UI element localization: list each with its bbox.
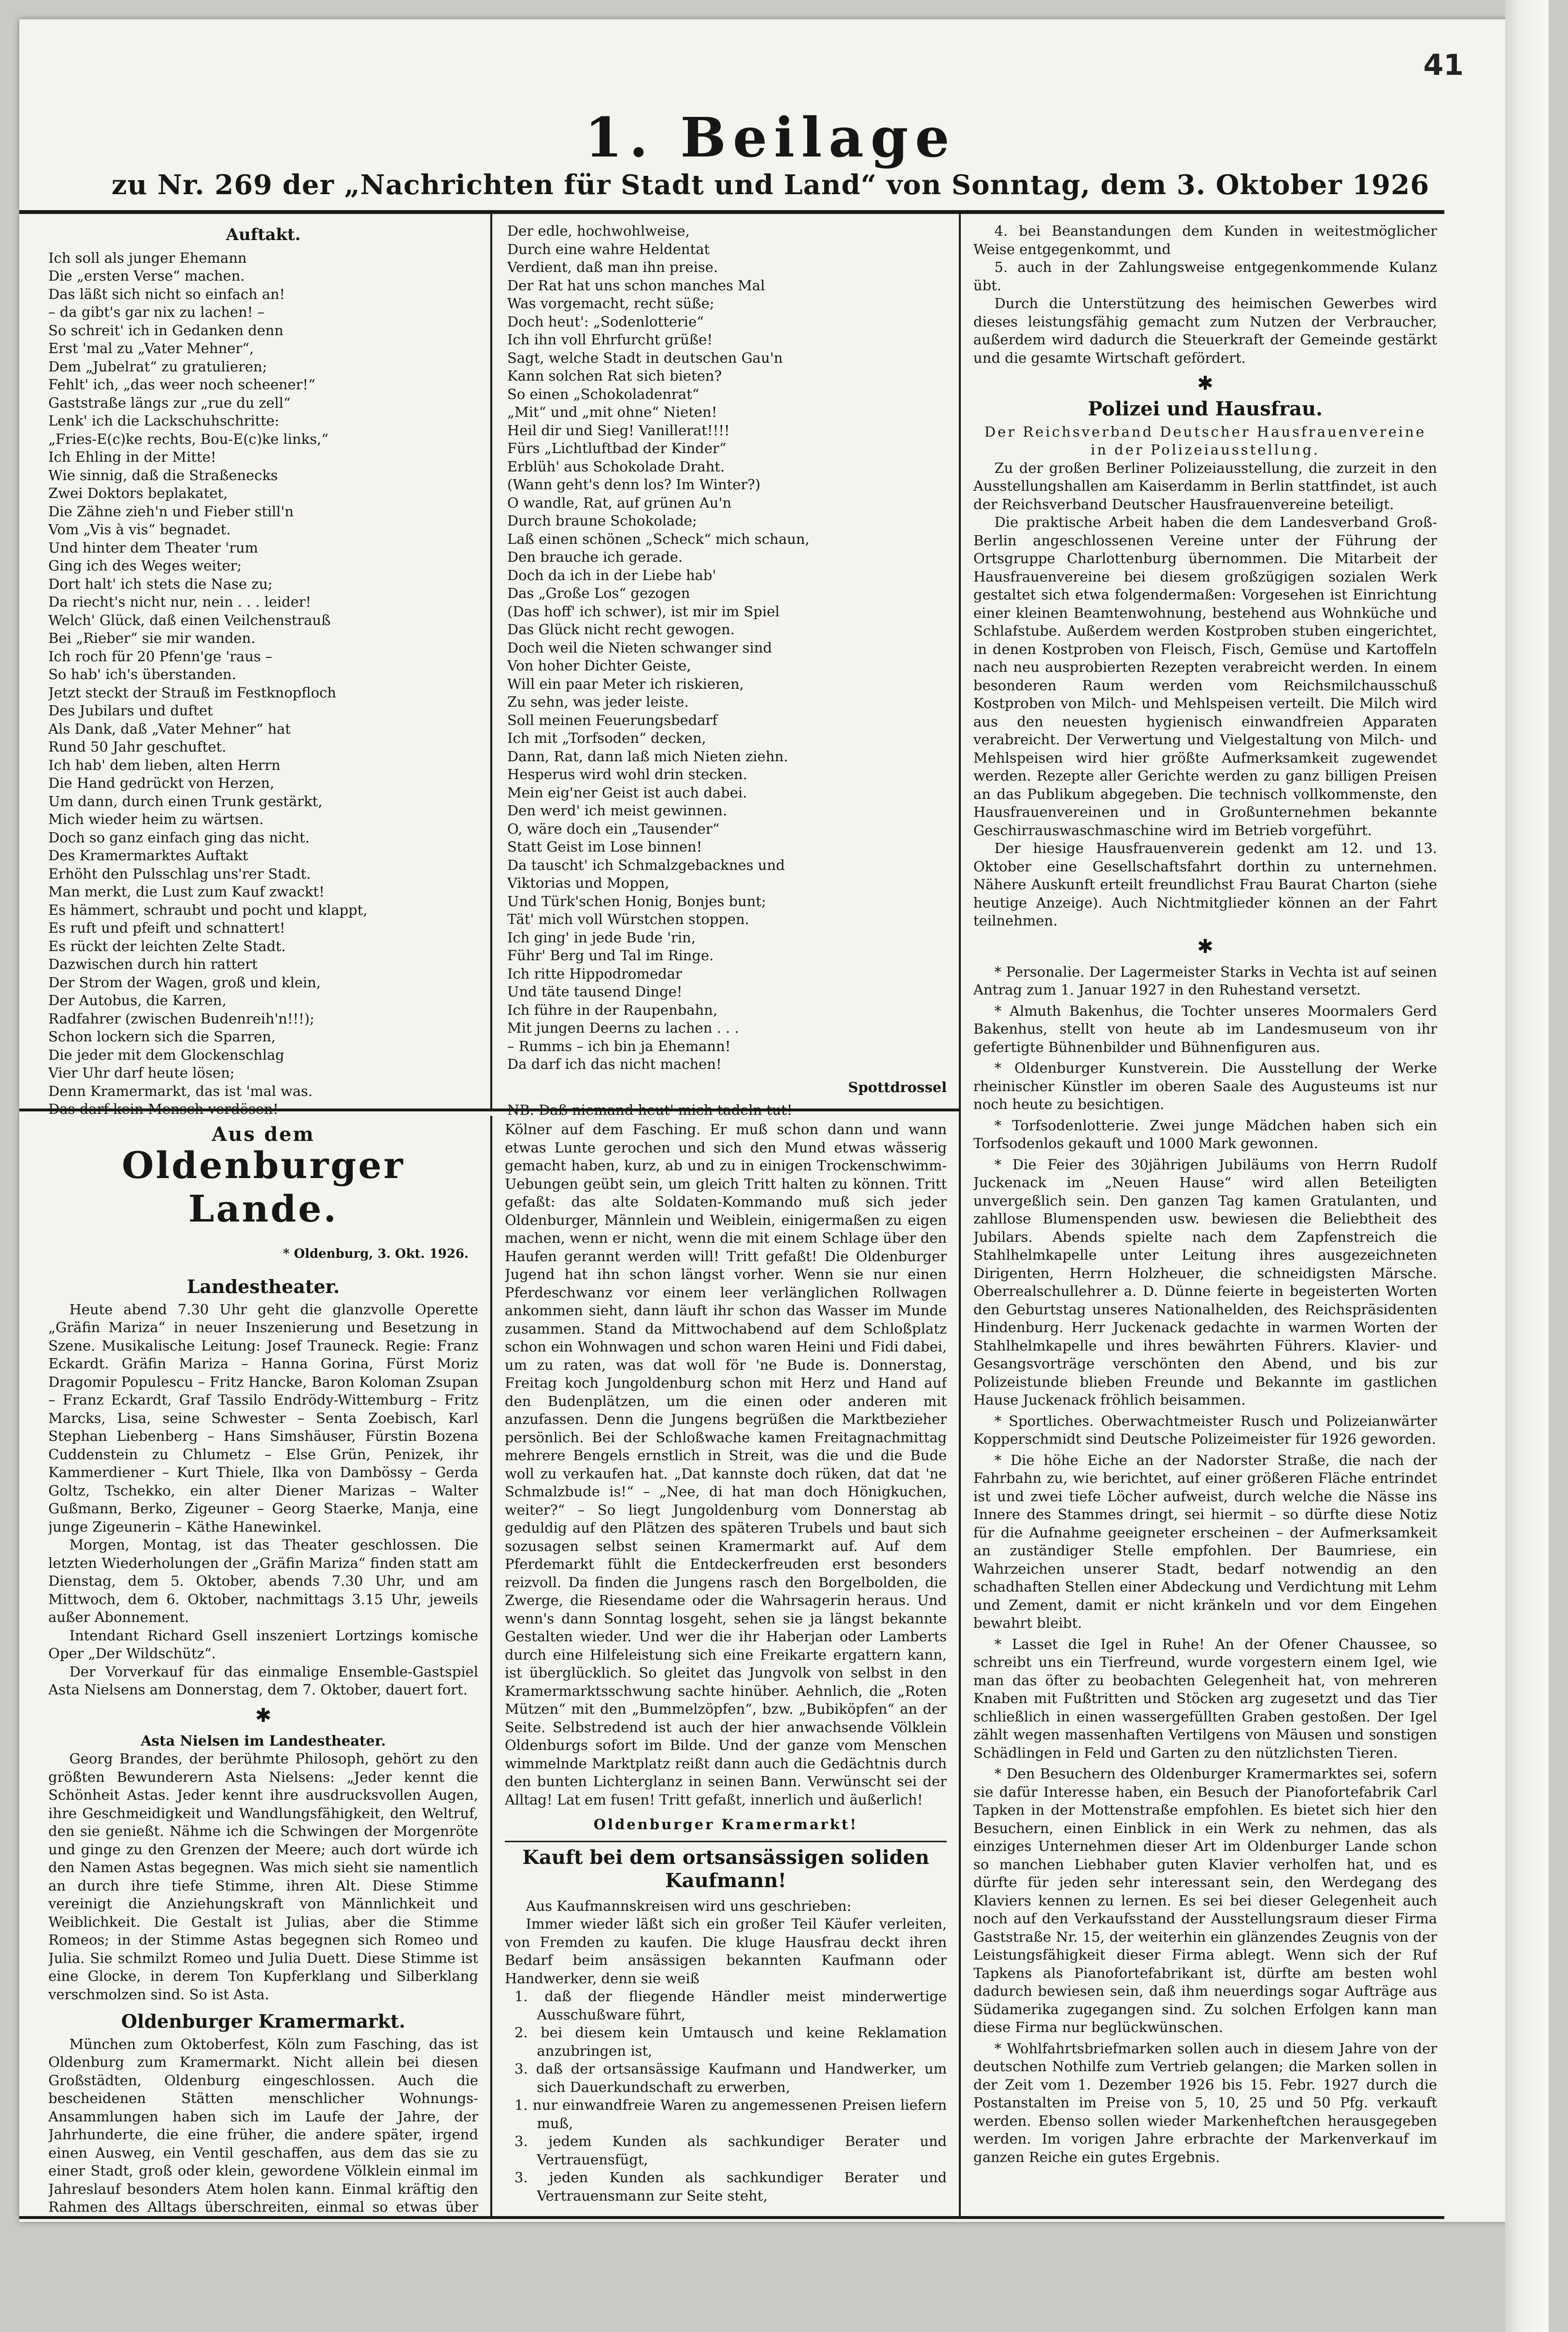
asta-heading: Asta Nielsen im Landestheater.: [141, 1732, 386, 1749]
bottom-rule: [19, 2216, 1444, 2219]
kramermarkt-kicker: Oldenburger Kramermarkt!: [593, 1816, 858, 1833]
poem-line: Rund 50 Jahr geschuftet.: [48, 739, 227, 755]
poem-line: O, wäre doch ein „Tausender“: [507, 820, 720, 837]
column-rule: [490, 1116, 492, 2217]
notice-paragraph: * Oldenburger Kunstverein. Die Ausstellung der Werke rheinischer Künstler im oberen Saale des Augusteums ist nur noch heute zu besichtigen.: [973, 1060, 1437, 1112]
polizei-paragraph: Der hiesige Hausfrauenverein gedenkt am 12. und 13. Oktober eine Gesellschaftsfahrt dorthin zu unternehmen. Nähere Auskunft erteilt freundlichst Frau Baurat Charton (siehe heutige Anzeige). Auch Nichtmitglieder können an der Fahrt teilnehmen.: [973, 840, 1437, 929]
kramermarkt-heading: Oldenburger Kramermarkt.: [121, 2010, 406, 2032]
poem-line: Das Glück nicht recht gewogen.: [507, 621, 735, 638]
poem-line: Der Strom der Wagen, groß und klein,: [48, 974, 321, 991]
poem-line: Ich ging' in jede Bude 'rin,: [507, 929, 696, 946]
poem-signature: Spottdrossel: [848, 1079, 947, 1095]
kauft-list-item: 2. bei diesem kein Umtausch und keine Reklamation anzubringen ist,: [514, 2024, 947, 2059]
poem-line: Ich Ehling in der Mitte!: [48, 449, 216, 465]
poem-right-column: [507, 222, 947, 1116]
poem-line: „Mit“ und „mit ohne“ Nieten!: [507, 404, 717, 420]
poem-line: Dann, Rat, dann laß mich Nieten ziehn.: [507, 748, 788, 765]
poem-line: Ich ritte Hippodromedar: [507, 965, 682, 982]
poem-line: Mich wieder heim zu wärtsen.: [48, 811, 264, 827]
poem-line: Man merkt, die Lust zum Kauf zwackt!: [48, 883, 325, 900]
page-number: 41: [1423, 48, 1464, 82]
poem-line: Die „ersten Verse“ machen.: [48, 268, 245, 284]
poem-line: Erhöht den Pulsschlag uns'rer Stadt.: [48, 865, 311, 882]
poem-line: Sagt, welche Stadt in deutschen Gau'n: [507, 349, 783, 366]
poem-line: Und hinter dem Theater 'rum: [48, 539, 258, 556]
poem-line: Es ruft und pfeift und schnattert!: [48, 920, 285, 936]
poem-left-column: [48, 222, 478, 1116]
poem-line: Zwei Doktors beplakatet,: [48, 485, 228, 501]
newspaper-page: [19, 19, 1522, 2222]
poem-line: Doch heut': „Sodenlotterie“: [507, 313, 704, 330]
poem-line: Der Rat hat uns schon manches Mal: [507, 277, 765, 294]
poem-line: Jetzt steckt der Strauß im Festknopfloch: [48, 684, 336, 701]
poem-line: [48, 1100, 478, 1116]
poem-line: Viktorias und Moppen,: [507, 875, 670, 891]
poem-line: Es rückt der leichten Zelte Stadt.: [48, 938, 286, 954]
notice-paragraph: * Lasset die Igel in Ruhe! An der Ofener Chaussee, so schreibt uns ein Tierfreund, wurde vorgestern einem Igel, wie man das öfter zu beobachten Gelegenheit hat, von mehreren Knaben mit Fußtritten und Stöcken arg zugesetzt und das Tier schließlich in einen wassergefüllten Graben gestoßen. Der Igel zählt wegen massenhaften Vertilgens von Mäusen und sonstigen Schädlingen in Feld und Garten zu den nützlichsten Tieren.: [973, 1635, 1437, 1761]
poem-line: Lenk' ich die Lackschuhschritte:: [48, 412, 280, 429]
theater-paragraph: Morgen, Montag, ist das Theater geschlossen. Die letzten Wiederholungen der „Gräfin Mariza“ finden statt am Dienstag, dem 5. Oktober, abends 7.30 Uhr, und am Mittwoch, dem 6. Oktober, nachmittags 3.15 Uhr, jeweils außer Abonnement.: [48, 1536, 478, 1625]
poem-line: Als Dank, daß „Vater Mehner“ hat: [48, 720, 291, 737]
poem-line: Zu sehn, was jeder leiste.: [507, 694, 689, 710]
polizei-subheading: Der Reichsverband Deutscher Hausfrauenvereine in der Polizeiausstellung.: [984, 423, 1426, 458]
kauft-list-item: 3. daß der ortsansässige Kaufmann und Handwerker, um sich Dauerkundschaft zu erwerben,: [514, 2061, 947, 2095]
right-column: [973, 222, 1437, 2217]
poem-line: Wie sinnig, daß die Straßenecks: [48, 467, 278, 483]
kauft-list-item: 1. daß der fliegende Händler meist minderwertige Ausschußware führt,: [514, 1988, 947, 2023]
poem-line: Da darf ich das nicht machen!: [507, 1056, 722, 1072]
poem-line: Will ein paar Meter ich riskieren,: [507, 675, 744, 692]
lokal-title: Oldenburger Lande.: [122, 1143, 405, 1230]
lokal-kicker: Aus dem: [212, 1123, 315, 1146]
theater-paragraph: Heute abend 7.30 Uhr geht die glanzvolle Operette „Gräfin Mariza“ in neuer Inszenierung und Besetzung in Szene. Musikalische Leitung: Josef Trauneck. Regie: Franz Eckardt. Gräfin Mariza – Hanna Gorina, Fürst Moriz Dragomir Populescu – Fritz Hancke, Baron Koloman Zsupan – Franz Eckardt, Graf Tassilo Endrödy-Wittemburg – Fritz Marcks, Lisa, seine Schwester – Senta Zoebisch, Karl Stephan Liebenberg – Hans Simshäuser, Fürstin Bozena Cuddenstein zu Chlumetz – Else Grün, Penizek, ihr Kammerdiener – Kurt Thiele, Ilka von Dambössy – Gerda Goltz, Tschekko, ein alter Diener Marizas – Walter Gußmann, Berko, Zigeuner – Georg Staerke, Manja, eine junge Zigeunerin – Käthe Hanewinkel.: [48, 1301, 478, 1535]
poem-line: Erblüh' aus Schokolade Draht.: [507, 458, 725, 475]
supplement-subtitle: zu Nr. 269 der „Nachrichten für Stadt und Land“ von Sonntag, dem 3. Oktober 1926: [111, 169, 1430, 201]
poem-line: Ich soll als junger Ehemann: [48, 249, 247, 266]
notice-paragraph: * Torfsodenlotterie. Zwei junge Mädchen haben sich ein Torfsodenlos gekauft und 1000 Mark gewonnen.: [973, 1117, 1437, 1152]
poem-line: So schreit' ich in Gedanken denn: [48, 322, 284, 339]
page-edge: [1505, 0, 1549, 2332]
poem-line: Und Türk'schen Honig, Bonjes bunt;: [507, 893, 766, 910]
poem-line: Da riecht's nicht nur, nein . . . leider!: [48, 594, 312, 610]
kauft-intro: Aus Kaufmannskreisen wird uns geschrieben:: [526, 1897, 852, 1914]
poem-line: Tät' mich voll Würstchen stoppen.: [507, 911, 750, 927]
poem-line: (Wann geht's denn los? Im Winter?): [507, 476, 761, 493]
poem-line: Dazwischen durch hin rattert: [48, 956, 258, 972]
poem-line: Radfahrer (zwischen Budenreih'n!!!);: [48, 1010, 314, 1027]
poem-line: Ich mit „Torfsoden“ decken,: [507, 730, 706, 746]
section-star: ✱: [1197, 372, 1213, 395]
poem-line: Dort halt' ich stets die Nase zu;: [48, 575, 273, 592]
poem-line: Das „Große Los“ gezogen: [507, 585, 690, 601]
header-rule: [19, 210, 1444, 214]
kauft-heading: Kauft bei dem ortsansässigen soliden Kaufmann!: [522, 1846, 929, 1892]
poem-line: Was vorgemacht, recht süße;: [507, 295, 714, 312]
poem-lines-left: [48, 249, 478, 1116]
poem-line: (Das hoff' ich schwer), ist mir im Spiel: [507, 603, 780, 620]
theater-heading: Landestheater.: [186, 1276, 340, 1297]
poem-line: Ich ihn voll Ehrfurcht grüße!: [507, 331, 713, 348]
poem-line: Mit jungen Deerns zu lachen . . .: [507, 1020, 739, 1036]
poem-line: Denn Kramermarkt, das ist 'mal was.: [48, 1082, 313, 1099]
poem-line: So einen „Schokoladenrat“: [507, 385, 699, 402]
polizei-paragraph: Die praktische Arbeit haben die dem Landesverband Groß-Berlin angeschlossenen Vereine unter der Führung der Ortsgruppe Charlottenburg übernommen. Die Mitarbeit der Hausfrauenvereine bei diesem großzügigen sozialen Werk gestaltet sich etwa folgendermaßen: Vorgesehen ist Einrichtung einer kleinen Beamtenwohnung, bestehend aus Wohnküche und Schlafstube. Außerdem werden Kostproben stuben eingerichtet, in denen Kostproben von Fleisch, Fisch, Gemüse und Kartoffeln nach neu ausprobierten Rezepten verabreicht werden. In einem besonderen Raum werden vom Reichsmilchausschuß Kostproben von Milch- und Mehlspeisen verteilt. Die Milch wird aus den neuesten hygienisch einwandfreien Apparaten verabreicht. Der Verwertung und Vielgestaltung von Milch- und Mehlspeisen wird hier größte Aufmerksamkeit zugewendet werden. Rezepte aller Gerichte werden zu ganz billigen Preisen an das Publikum abgegeben. Die technisch vollkommenste, den Hausfrauenvereinen und in Großunternehmen bekannte Geschirrauswaschmaschine wird im Betrieb vorgeführt.: [973, 514, 1437, 839]
poem-line: Gaststraße längs zur „rue du zell“: [48, 394, 291, 411]
poem-line: Soll meinen Feuerungsbedarf: [507, 711, 718, 728]
kauft-list-item: 3. jeden Kunden als sachkundiger Berater und Vertrauensmann zur Seite steht,: [514, 2169, 947, 2204]
local-notices: [973, 963, 1437, 2167]
poem-line: Und täte tausend Dinge!: [507, 983, 683, 1000]
poem-line: Ich hab' dem lieben, alten Herrn: [48, 756, 281, 773]
lokal-dateline: * Oldenburg, 3. Okt. 1926.: [283, 1246, 469, 1261]
poem-line: Fehlt' ich, „das weer noch scheener!“: [48, 376, 315, 393]
poem-line: Des Jubilars und duftet: [48, 702, 213, 719]
poem-line: Dem „Jubelrat“ zu gratulieren;: [48, 358, 267, 375]
theater-paragraph: Der Vorverkauf für das einmalige Ensemble-Gastspiel Asta Nielsens am Donnerstag, dem 7. Oktober, dauert fort.: [48, 1663, 478, 1698]
poem-line: Durch braune Schokolade;: [507, 512, 697, 529]
supplement-title: 1. Beilage: [584, 106, 956, 170]
poem-line: Vom „Vis à vis“ begnadet.: [48, 521, 231, 538]
poem-line: Mein eig'ner Geist ist auch dabei.: [507, 784, 747, 801]
poem-line: Führ' Berg und Tal im Ringe.: [507, 947, 714, 964]
polizei-paragraph: Zu der großen Berliner Polizeiausstellung, die zurzeit in den Ausstellungshallen am Kaiserdamm in Berlin stattfindet, ist auch der Reichsverband Deutscher Hausfrauenvereine beteiligt.: [973, 459, 1437, 512]
poem-line: Verdient, daß man ihn preise.: [507, 259, 718, 275]
poem-line: Des Kramermarktes Auftakt: [48, 847, 248, 864]
poem-line: Fürs „Lichtluftbad der Kinder“: [507, 440, 727, 456]
poem-line: Die Zähne zieh'n und Fieber still'n: [48, 503, 294, 520]
poem-line: Laß einen schönen „Scheck“ mich schaun,: [507, 530, 810, 547]
section-star: ✱: [255, 1704, 271, 1727]
section-star: ✱: [1197, 935, 1213, 958]
poem-title: Auftakt.: [226, 225, 301, 244]
notice-paragraph: * Wohlfahrtsbriefmarken sollen auch in diesem Jahre von der deutschen Nothilfe zum Vertrieb gelangen; die Marken sollen in der Zeit vom 1. Dezember 1926 bis 15. Febr. 1927 durch die Postanstalten im Preise von 5, 10, 25 und 50 Pfg. verkauft werden. Ebenso sollen wieder Markenheftchen herausgegeben werden. Im vorigen Jahre erbrachte der Markenverkauf im ganzen Reiche ein gutes Ergebnis.: [973, 2040, 1437, 2165]
kauft-list-item: 3. jedem Kunden als sachkundiger Berater und Vertrauensfügt,: [514, 2133, 947, 2168]
poem-line: Welch' Glück, daß einen Veilchenstrauß: [48, 611, 331, 628]
poem-line: O wandle, Rat, auf grünen Au'n: [507, 494, 732, 511]
poem-line: Bei „Rieber“ sie mir wanden.: [48, 630, 256, 646]
poem-line: Den brauche ich gerade.: [507, 549, 683, 565]
poem-line: Doch so ganz einfach ging das nicht.: [48, 829, 310, 846]
kauft-paragraph: Immer wieder läßt sich ein großer Teil Käufer verleiten, von Fremden zu kaufen. Die kluge Hausfrau deckt ihren Bedarf beim ansässigen bekannten Kaufmann oder Handwerker, denn sie weiß: [505, 1916, 947, 1987]
poem-line: Heil dir und Sieg! Vanillerat!!!!: [507, 422, 730, 439]
kauft-continued: 5. auch in der Zahlungsweise entgegenkommende Kulanz übt.: [973, 259, 1437, 294]
notice-paragraph: * Die höhe Eiche an der Nadorster Straße, die nach der Fahrbahn zu, wie berichtet, auf einer größeren Fläche entrindet ist und zwei tiefe Löcher aufweist, durch welche die Nässe ins Innere des Stammes dringt, sei hiermit – so dürfte diese Notiz für die Aufnahme geeigneter erscheinen – der Aufmerksamkeit an zuständiger Stelle empfohlen. Der Baumriese, ein Wahrzeichen unserer Stadt, bedarf notwendig an den schadhaften Stellen einer Abdeckung und Verdichtung mit Lehm und Zement, damit er nicht kränkeln und vor dem Eingehen bewahrt bleibt.: [973, 1451, 1437, 1631]
column-rule: [959, 213, 961, 2217]
poem-line: Ging ich des Weges weiter;: [48, 557, 242, 574]
poem-line: – da gibt's gar nix zu lachen! –: [48, 304, 265, 320]
section-rule: [19, 1109, 959, 1111]
poem-line: Ich roch für 20 Pfenn'ge 'raus –: [48, 648, 272, 665]
column-rule: [490, 213, 492, 1111]
poem-line: Doch weil die Nieten schwanger sind: [507, 639, 772, 656]
notice-paragraph: * Den Besuchern des Oldenburger Kramermarktes sei, sofern sie dafür Interesse haben, ein Besuch der Pianofortefabrik Carl Tapken in der Mottenstraße empfohlen. Es bietet sich hier den Besuchern, einen Einblick in ein Werk zu nehmen, das als einziges Unternehmen dieser Art im Oldenburger Lande schon so manchen Liebhaber guten Klavier verholfen hat, und es dürfte für jeden sehr interessant sein, den Werdegang des Klaviers kennen zu lernen. Es sei bei dieser Gelegenheit auch noch auf den Verkaufsstand der Ausstellungsraum dieser Firma Gaststraße Nr. 15, der weiterhin ein glänzendes Zeugnis von der Leistungsfähigkeit dieser Firma ablegt. Wenn sich der Ruf Tapkens als Pianofortefabrikant ist, dürfte am besten wohl dadurch bewiesen sein, daß ihm neuerdings sogar Aufträge aus Südamerika zugegangen sind. Zu solchen Erfolgen kann man diese Firma nur beglückwünschen.: [973, 1765, 1437, 2035]
asta-paragraph: Georg Brandes, der berühmte Philosoph, gehört zu den größten Bewunderern Asta Nielsens: „Jeder kennt die Schönheit Astas. Jeder kennt ihre ausdrucksvollen Augen, ihre Geschmeidigkeit und Wandlungsfähigkeit, den Weltruf, den sie genießt. Nähme ich die Schwingen der Morgenröte und ginge zu den Grenzen der Meere; auch dort würde ich den Namen Astas begegnen. Was mich sieht sie namentlich an durch ihre tiefe Stimme, ihren Alt. Diese Stimme vereinigt die Anziehungskraft von Männlichkeit und Weiblichkeit. Die Gestalt ist Julias, aber die Stimme Romeos; in der Stimme Astas begegnen sich Romeo und Julia. Sie schmilzt Romeo und Julia Duett. Diese Stimme ist eine Glocke, in derem Ton Kupferklang und Silberklang verschmolzen sind. So ist Asta.: [48, 1750, 478, 2003]
poem-line: Da tauscht' ich Schmalzgebacknes und: [507, 856, 785, 873]
poem-lines-right: [507, 222, 947, 1074]
lokal-column-middle: [505, 1121, 947, 2217]
poem-line: Durch eine wahre Heldentat: [507, 241, 710, 257]
poem-line: Die jeder mit dem Glockenschlag: [48, 1046, 285, 1063]
kramermarkt-paragraph: München zum Oktoberfest, Köln zum Fasching, das ist Oldenburg zum Kramermarkt. Nicht allein bei diesen Großstädten, Oldenburg eingeschlossen. Auch die bescheidenen Stätten menschlicher Wohnungs-Ansammlungen haben sich im Laufe der Jahre, der Jahrhunderte, die eine früher, die andere später, irgend einen Ausweg, ein Ventil geschaffen, aus dem das sie zu einer Stadt, groß oder klein, gewordene Völklein einmal im Jahreslauf besonders Atem holen kann. Einmal kräftig den Rahmen des Alltags überschreiten, einmal so etwas über: [48, 2035, 478, 2215]
poem-line: Das läßt sich nicht so einfach an!: [48, 285, 285, 302]
poem-line: Es hämmert, schraubt und pocht und klappt,: [48, 901, 368, 918]
poem-line: Von hoher Dichter Geiste,: [507, 657, 691, 674]
theater-paragraph: Intendant Richard Gsell inszeniert Lortzings komische Oper „Der Wildschütz“.: [48, 1627, 478, 1662]
kauft-continued: 4. bei Beanstandungen dem Kunden in weitestmöglicher Weise entgegenkommt, und: [973, 223, 1437, 257]
poem-line: Ich führe in der Raupenbahn,: [507, 1001, 718, 1018]
poem-line: Der edle, hochwohlweise,: [507, 223, 690, 239]
notice-paragraph: * Sportliches. Oberwachtmeister Rusch und Polizeianwärter Kopperschmidt sind Deutsche Polizeimeister für 1926 geworden.: [973, 1412, 1437, 1447]
poem-line: Schon lockern sich die Sparren,: [48, 1028, 276, 1045]
notice-paragraph: * Almuth Bakenhus, die Tochter unseres Moormalers Gerd Bakenhus, stellt von heute ab im Landesmuseum von ihr gefertigte Bühnenbilder und Bühnenfiguren aus.: [973, 1002, 1437, 1055]
poem-line: Um dann, durch einen Trunk gestärkt,: [48, 793, 323, 810]
lokal-column-left: [48, 1121, 478, 2217]
section-rule: [505, 1841, 947, 1842]
poem-line: Doch da ich in der Liebe hab': [507, 567, 716, 583]
polizei-heading: Polizei und Hausfrau.: [1088, 398, 1323, 420]
kauft-list: [505, 1988, 947, 2205]
poem-line: Der Autobus, die Karren,: [48, 992, 227, 1009]
kauft-continued: Durch die Unterstützung des heimischen Gewerbes wird dieses leistungsfähig gemacht zum Nutzen der Verbraucher, außerdem wird dadurch die Steuerkraft der Gemeinde gestärkt und die gesamte Wirtschaft gefördert.: [973, 295, 1437, 366]
notice-paragraph: * Die Feier des 30jährigen Jubiläums von Herrn Rudolf Juckenack im „Neuen Hause“ wird allen Beteiligten unvergeßlich sein. Den ganzen Tag kamen Gratulanten, und zahllose Blumenspenden usw. bewiesen die Beliebtheit des Jubilars. Abends spielte nach dem Zapfenstreich die Stahlhelmkapelle unter Leitung ihres ausgezeichneten Dirigenten, Herrn Holzheuer, die schneidigsten Märsche. Oberrealschullehrer a. D. Dünne feierte in begeisterten Worten den Geburtstag unseres Nationalhelden, des Reichspräsidenten Hindenburg. Herr Juckenack gedachte in warmen Worten der Stahlhelmkapelle und ihres bewährten Führers. Klavier- und Gesangsvorträge verschönten den Abend, und bis zur Polizeistunde blieben Freunde und Bekannte im gastlichen Hause Juckenack fröhlich beisammen.: [973, 1156, 1437, 1408]
poem-line: – Rumms – ich bin ja Ehemann!: [507, 1038, 731, 1054]
poem-line: So hab' ich's überstanden.: [48, 666, 236, 683]
notice-paragraph: * Personalie. Der Lagermeister Starks in Vechta ist auf seinen Antrag zum 1. Januar 1927 in den Ruhestand versetzt.: [973, 963, 1437, 998]
poem-line: Den werd' ich meist gewinnen.: [507, 802, 727, 819]
poem-line: Hesperus wird wohl drin stecken.: [507, 766, 748, 782]
poem-line: Statt Geist im Lose binnen!: [507, 839, 702, 855]
kramermarkt-continued: Kölner auf dem Fasching. Er muß schon dann und wann etwas Lunte gerochen und sich den Mund etwas wässerig gemacht haben, kurz, ab und zu in einigen Trockenschwimm-Uebungen geübt sein, um gleich Tritt halten zu können. Tritt gefaßt: das alte Soldaten-Kommando muß sich jeder Oldenburger, Männlein und Weiblein, einigermaßen zu eigen machen, wenn er nicht, wenn die mit einem Schlage über den Haufen gerannt werden will! Tritt gefaßt! Die Oldenburger Jugend hat ihn schon längst vorher. Wenn sie nur einen Pferdeschwanz vor einem leer verlänglichen Rollwagen ankommen sieht, dann läuft ihr schon das Wasser im Munde zusammen. Stand da Mittwochabend auf dem Schloßplatz schon ein Wohnwagen und schon waren Heini und Fidi dabei, um zu raten, was dat woll för 'ne Bude is. Donnerstag, Freitag koch Jungoldenburg schon mit Herz und Hand auf den Budenplätzen, um die einen oder anderen mit anzufassen. Denn die Jungens begrüßen die Marktbezieher persönlich. Bei der Schloßwache kamen Freitagnachmittag mehrere Bengels ernstlich in Streit, was die und die Bude woll zu verkaufen hat. „Dat kannste doch rüken, dat dat 'ne Schmalzbude is!“ – „Nee, di hat man doch Hönigkuchen, weiter?“ – So liegt Jungoldenburg vom Donnerstag ab geduldig auf den Plätzen des späteren Trubels und baut sich sozusagen selbst seinen Kramermarkt auf. Auf dem Pferdemarkt fühlt die Entdeckerfreuden erst besonders reizvoll. Da finden die Jungens rasch den Borgelbolden, die Zwerge, die Riesendame oder die Wahrsagerin heraus. Und wenn's dann Sonntag losgeht, sehen sie ja längst bekannte Gestalten wieder. Und wer die ihr Haberjan oder Lamberts durch eine Hilfeleistung sich eine Freikarte ergattern kann, ist überglücklich. So gleitet das Jungvolk von selbst in den Kramermarktsschwung sachte hinüber. Aehnlich, die „Roten Mützen“ mit den „Bummelzöpfen“, bzw. „Bubiköpfen“ an der Seite. Selbstredend ist auch der hier anwachsende Völklein Oldenburgs sofort im Bilde. Und der ganze vom Menschen wimmelnde Marktplatz reißt dann auch die Gedächtnis durch den bunten Lichterglanz in seinen Bann. Verwünscht sei der Alltag! Lat em fusen! Tritt gefaßt, innerlich und äußerlich!: [505, 1121, 947, 1808]
poem-line: Erst 'mal zu „Vater Mehner“,: [48, 340, 254, 356]
poem-line: „Fries-E(c)ke rechts, Bou-E(c)ke links,“: [48, 430, 328, 447]
poem-line: Die Hand gedrückt von Herzen,: [48, 775, 274, 791]
poem-line: Kann solchen Rat sich bieten?: [507, 368, 722, 384]
poem-line: Vier Uhr darf heute lösen;: [48, 1065, 235, 1081]
kauft-list-item: 1. nur einwandfreie Waren zu angemessenen Preisen liefern muß,: [514, 2097, 947, 2132]
